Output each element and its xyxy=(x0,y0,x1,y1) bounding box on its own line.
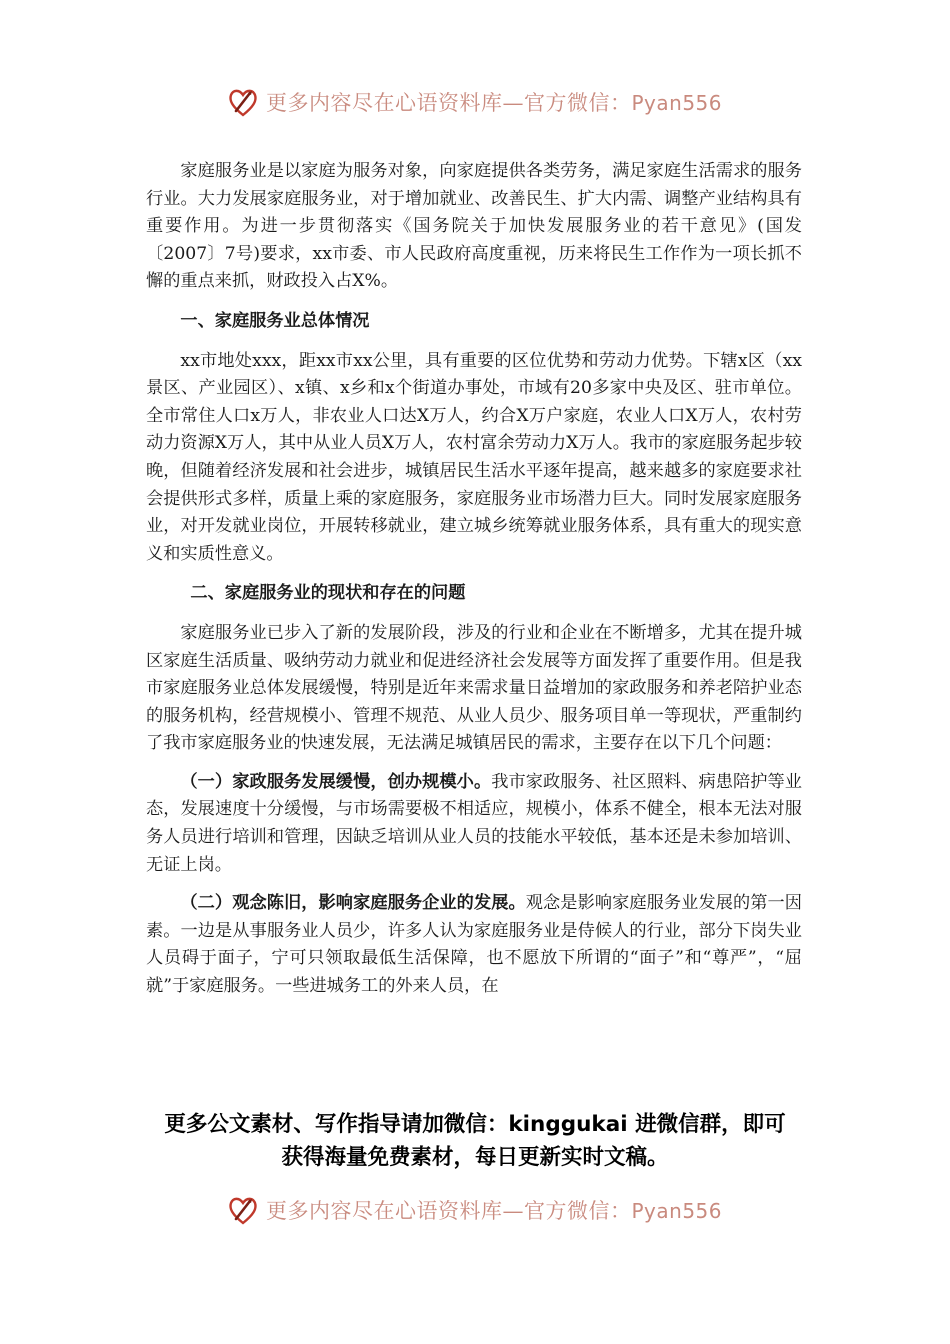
heart-pen-logo-icon xyxy=(226,1193,260,1227)
banner-text: 更多内容尽在心语资料库—官方微信：Pyan556 xyxy=(266,91,723,115)
item1-lead: （一）家政服务发展缓慢，创办规模小。 xyxy=(180,771,492,792)
banner-text: 更多内容尽在心语资料库—官方微信：Pyan556 xyxy=(266,1199,723,1223)
item1-text: 我市家政服务、社区照料、病患陪护等业态，发展速度十分缓慢，与市场需要极不相适应，规模小，体系不健全，根本无法对服务人员进行培训和管理，因缺乏培训从业人员的技能水平较低，基本还是未参加培训、无证上岗。 xyxy=(146,771,802,875)
section1-paragraph: xx市地处xxx，距xx市xx公里，具有重要的区位优势和劳动力优势。下辖x区（xx景区、产业园区）、x镇、x乡和x个街道办事处，市域有20多家中央及区、驻市单位。全市常住人口x万人，非农业人口达X万人，约合X万户家庭，农业人口X万人，农村劳动力资源X万人，其中从业人员X万人，农村富余劳动力X万人。我市的家庭服务起步较晚，但随着经济发展和社会进步，城镇居民生活水平逐年提高，越来越多的家庭要求社会提供形式多样，质量上乘的家庭服务，家庭服务业市场潜力巨大。同时发展家庭服务业，对开发就业岗位，开展转移就业，建立城乡统筹就业服务体系，具有重大的现实意义和实质性意义。 xyxy=(146,350,802,564)
section2-paragraph: 家庭服务业已步入了新的发展阶段，涉及的行业和企业在不断增多，尤其在提升城区家庭生活质量、吸纳劳动力就业和促进经济社会发展等方面发挥了重要作用。但是我市家庭服务业总体发展缓慢，特别是近年来需求量日益增加的家政服务和养老陪护业态的服务机构，经营规模小、管理不规范、从业人员少、服务项目单一等现状，严重制约了我市家庭服务业的快速发展，无法满足城镇居民的需求，主要存在以下几个问题： xyxy=(146,622,802,754)
header-banner xyxy=(0,84,950,120)
item2-lead: （二）观念陈旧，影响家庭服务企业的发展。 xyxy=(180,893,526,914)
item1-paragraph xyxy=(146,769,802,879)
wechat-id: Pyan556 xyxy=(631,91,723,115)
footer-banner xyxy=(0,1192,950,1228)
item2-text: 观念是影响家庭服务业发展的第一因素。一边是从事服务业人员少，许多人认为家庭服务业是侍候人的行业，部分下岗失业人员碍于面子，宁可只领取最低生活保障，也不愿放下所谓的“面子”和“尊严”，“屈就”于家庭服务。一些进城务工的外来人员，在 xyxy=(146,893,802,997)
promo-line-1: 更多公文素材、写作指导请加微信：kinggukai 进微信群，即可 xyxy=(164,1112,786,1137)
intro-paragraph: 家庭服务业是以家庭为服务对象，向家庭提供各类劳务，满足家庭生活需求的服务行业。大力发展家庭服务业，对于增加就业、改善民生、扩大内需、调整产业结构具有重要作用。为进一步贯彻落实《国务院关于加快发展服务业的若干意见》(国发〔2007〕7号)要求，xx市委、市人民政府高度重视，历来将民生工作作为一项长抓不懈的重点来抓，财政投入占X%。 xyxy=(146,161,802,292)
section-heading-1: 一、家庭服务业总体情况 xyxy=(180,310,370,331)
heart-pen-logo-icon xyxy=(226,85,260,119)
section-heading-2: 二、家庭服务业的现状和存在的问题 xyxy=(190,583,466,604)
promo-text xyxy=(0,1108,950,1174)
item2-paragraph xyxy=(146,890,802,1000)
wechat-id: Pyan556 xyxy=(631,1199,723,1223)
document-body xyxy=(146,158,802,1001)
promo-line-2: 获得海量免费素材，每日更新实时文稿。 xyxy=(281,1145,669,1170)
